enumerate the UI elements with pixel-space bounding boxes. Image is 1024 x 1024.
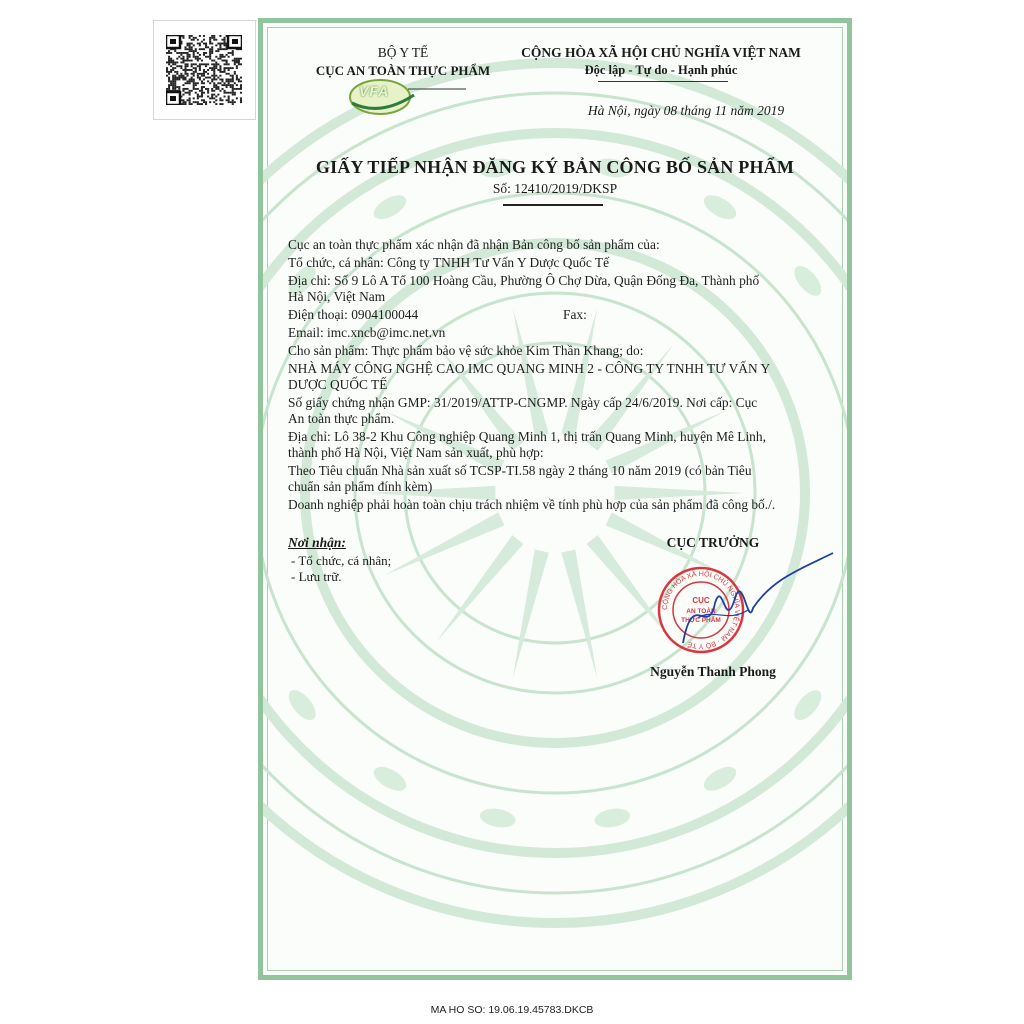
body-manufacturer-line-2: DƯỢC QUỐC TẾ [288,377,388,392]
recipient-item: - Lưu trữ. [291,569,342,584]
national-motto: Độc lập - Tự do - Hạnh phúc [584,63,738,77]
vfa-logo [338,73,468,121]
official-seal-and-signature [653,548,853,658]
body-address-line-1: Địa chỉ: Số 9 Lô A Tổ 100 Hoàng Cầu, Phường Ô Chợ Dừa, Quận Đống Đa, Thành phố [288,273,760,288]
vfa-logo-text: VFA [359,83,390,99]
body-responsibility: Doanh nghiệp phải hoàn toàn chịu trách nhiệm về tính phù hợp của sản phẩm đã công bố./. [288,497,776,512]
svg-text:CỤC: CỤC [692,596,710,605]
body-address-line-2: Hà Nội, Việt Nam [288,289,386,304]
signer-title: CỤC TRƯỞNG [666,535,760,550]
body-gmp-line-1: Số giấy chứng nhận GMP: 31/2019/ATTP-CNGMP. Ngày cấp 24/6/2019. Nơi cấp: Cục [288,395,758,410]
body-standard-line-2: chuẩn sản phẩm đính kèm) [288,479,433,494]
body-organization: Tổ chức, cá nhân: Công ty TNHH Tư Vấn Y Dược Quốc Tế [288,255,610,270]
signer-name: Nguyễn Thanh Phong [650,664,776,679]
document-number: Số: 12410/2019/DKSP [492,181,618,196]
body-standard-line-1: Theo Tiêu chuẩn Nhà sản xuất số TCSP-TI.58 ngày 2 tháng 10 năm 2019 (có bản Tiêu [288,463,752,478]
title-divider [503,204,603,206]
svg-text:AN TOÀN: AN TOÀN [686,608,716,615]
recipient-item: - Tổ chức, cá nhân; [291,553,392,568]
qr-code [153,20,256,120]
republic-name: CỘNG HÒA XÃ HỘI CHỦ NGHĨA VIỆT NAM [521,45,801,60]
body-phone: Điện thoại: 0904100044 [288,307,419,322]
motto-underline [598,81,728,82]
seal-ring-text: CỘNG HÒA XÃ HỘI CHỦ NGHĨA VIỆT NAM · BỘ Y TẾ [661,570,741,650]
svg-text:THỰC PHẨM: THỰC PHẨM [681,617,721,624]
body-factory-address-line-1: Địa chỉ: Lô 38-2 Khu Công nghiệp Quang Minh 1, thị trấn Quang Minh, huyện Mê Linh, [288,429,766,444]
file-code: MA HO SO: 19.06.19.45783.DKCB [430,1004,594,1016]
ministry-name: BỘ Y TẾ [377,45,429,60]
body-gmp-line-2: An toàn thực phẩm. [288,411,395,426]
place-date: Hà Nội, ngày 08 tháng 11 năm 2019 [587,103,785,118]
body-manufacturer-line-1: NHÀ MÁY CÔNG NGHỆ CAO IMC QUANG MINH 2 - CÔNG TY TNHH TƯ VẤN Y [288,361,771,376]
body-fax: Fax: [563,307,587,322]
document-title: GIẤY TIẾP NHẬN ĐĂNG KÝ BẢN CÔNG BỐ SẢN PHẨM [315,157,795,177]
agency-name: CỤC AN TOÀN THỰC PHẨM [315,63,491,78]
recipients-heading: Nơi nhận: [288,535,346,550]
body-intro: Cục an toàn thực phẩm xác nhận đã nhận Bản công bố sản phẩm của: [288,237,660,252]
certificate-frame [258,18,852,980]
body-factory-address-line-2: thành phố Hà Nội, Việt Nam sản xuất, phù hợp: [288,445,544,460]
qr-code-graphic [166,35,242,105]
body-product: Cho sản phẩm: Thực phẩm bảo vệ sức khỏe Kim Thần Khang; do: [288,343,644,358]
body-email: Email: imc.xncb@imc.net.vn [288,325,446,340]
